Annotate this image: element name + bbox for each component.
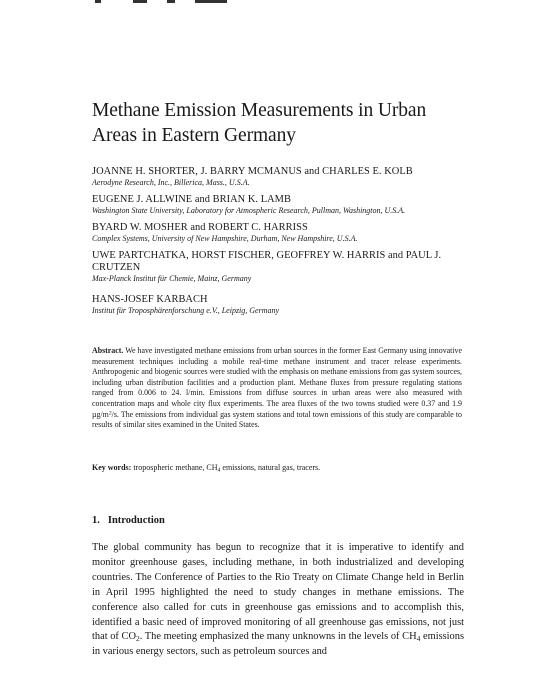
co2-subscript: 2	[135, 634, 140, 644]
author-group	[92, 294, 512, 316]
author-group	[92, 222, 512, 244]
intro-text-2: . The meeting emphasized the many unknowns in the levels of CH	[139, 631, 417, 643]
keywords-subscript: 4	[217, 467, 221, 474]
section-title: Introduction	[107, 515, 165, 526]
keywords-label: Key words:	[92, 463, 132, 472]
author-affiliation: Aerodyne Research, Inc., Billerica, Mass., U.S.A.	[92, 178, 250, 187]
abstract-text: We have investigated methane emissions from urban sources in the former East Germany using innovative measurement techniques including a mobile real-time methane instrument and tracer release experiments. Anthropogenic and biogenic sources were studied with the emphasis on methane emissions from gas system sources, including urban distribution facilities and a production plant. Methane fluxes from pressure regulating stations ranged from 0.006 to 24. l/min. Emissions from diffuse sources in urban areas were also measured with concentration maps and whole city flux experiments. The area fluxes of the two towns studied were 0.37 and 1.9 µg/m	[92, 346, 462, 419]
author-names: JOANNE H. SHORTER, J. BARRY MCMANUS and CHARLES E. KOLB	[92, 166, 413, 177]
author-affiliation: Washington State University, Laboratory for Atmospheric Research, Pullman, Washington, U.S.A.	[92, 206, 406, 215]
author-affiliation: Max-Planck Institut für Chemie, Mainz, Germany	[92, 274, 252, 283]
author-affiliation: Complex Systems, University of New Hampshire, Durham, New Hampshire, U.S.A.	[92, 234, 358, 243]
author-group	[92, 194, 512, 216]
author-names: BYARD W. MOSHER and ROBERT C. HARRISS	[92, 222, 308, 233]
author-names: EUGENE J. ALLWINE and BRIAN K. LAMB	[92, 194, 291, 205]
scan-edge-marks	[95, 0, 255, 4]
keywords	[92, 463, 462, 473]
author-affiliation: Institut für Troposphärenforschung e.V., Leipzig, Germany	[92, 306, 280, 315]
keywords-text-end: emissions, natural gas, tracers.	[220, 463, 321, 472]
section-number: 1.	[92, 515, 100, 526]
keywords-text: tropospheric methane, CH	[133, 463, 218, 472]
intro-text: The global community has begun to recognize that it is imperative to identify and monitor greenhouse gases, including methane, in both industrialized and developing countries. The Conference of Parties to the Rio Treaty on Climate Change held in Berlin in April 1995 highlighted the need to study changes in methane emissions. The conference also called for cuts in greenhouse gas emissions and to accomplish this, identified a basic need of improved monitoring of all greenhouse gas emissions, not just that of CO	[92, 542, 464, 643]
paper-title: Methane Emission Measurements in Urban Areas in Eastern Germany	[92, 100, 427, 146]
author-list	[92, 166, 512, 322]
abstract-label: Abstract.	[92, 346, 124, 355]
abstract-unit-superscript: 2	[108, 410, 112, 417]
intro-text-3: emissions in various energy sectors, such as petroleum sources and	[92, 631, 464, 658]
author-names: UWE PARTCHATKA, HORST FISCHER, GEOFFREY W. HARRIS and PAUL J. CRUTZEN	[92, 250, 442, 273]
author-group	[92, 250, 512, 284]
author-names: HANS-JOSEF KARBACH	[92, 294, 208, 305]
introduction-paragraph	[92, 541, 464, 660]
ch4-subscript: 4	[416, 634, 421, 644]
abstract	[92, 346, 462, 431]
author-group	[92, 166, 512, 188]
abstract-text-end: /s. The emissions from individual gas system stations and total town emissions of this study are comparable to results of similar sites examined in the United States.	[92, 409, 462, 430]
section-heading	[92, 515, 165, 526]
